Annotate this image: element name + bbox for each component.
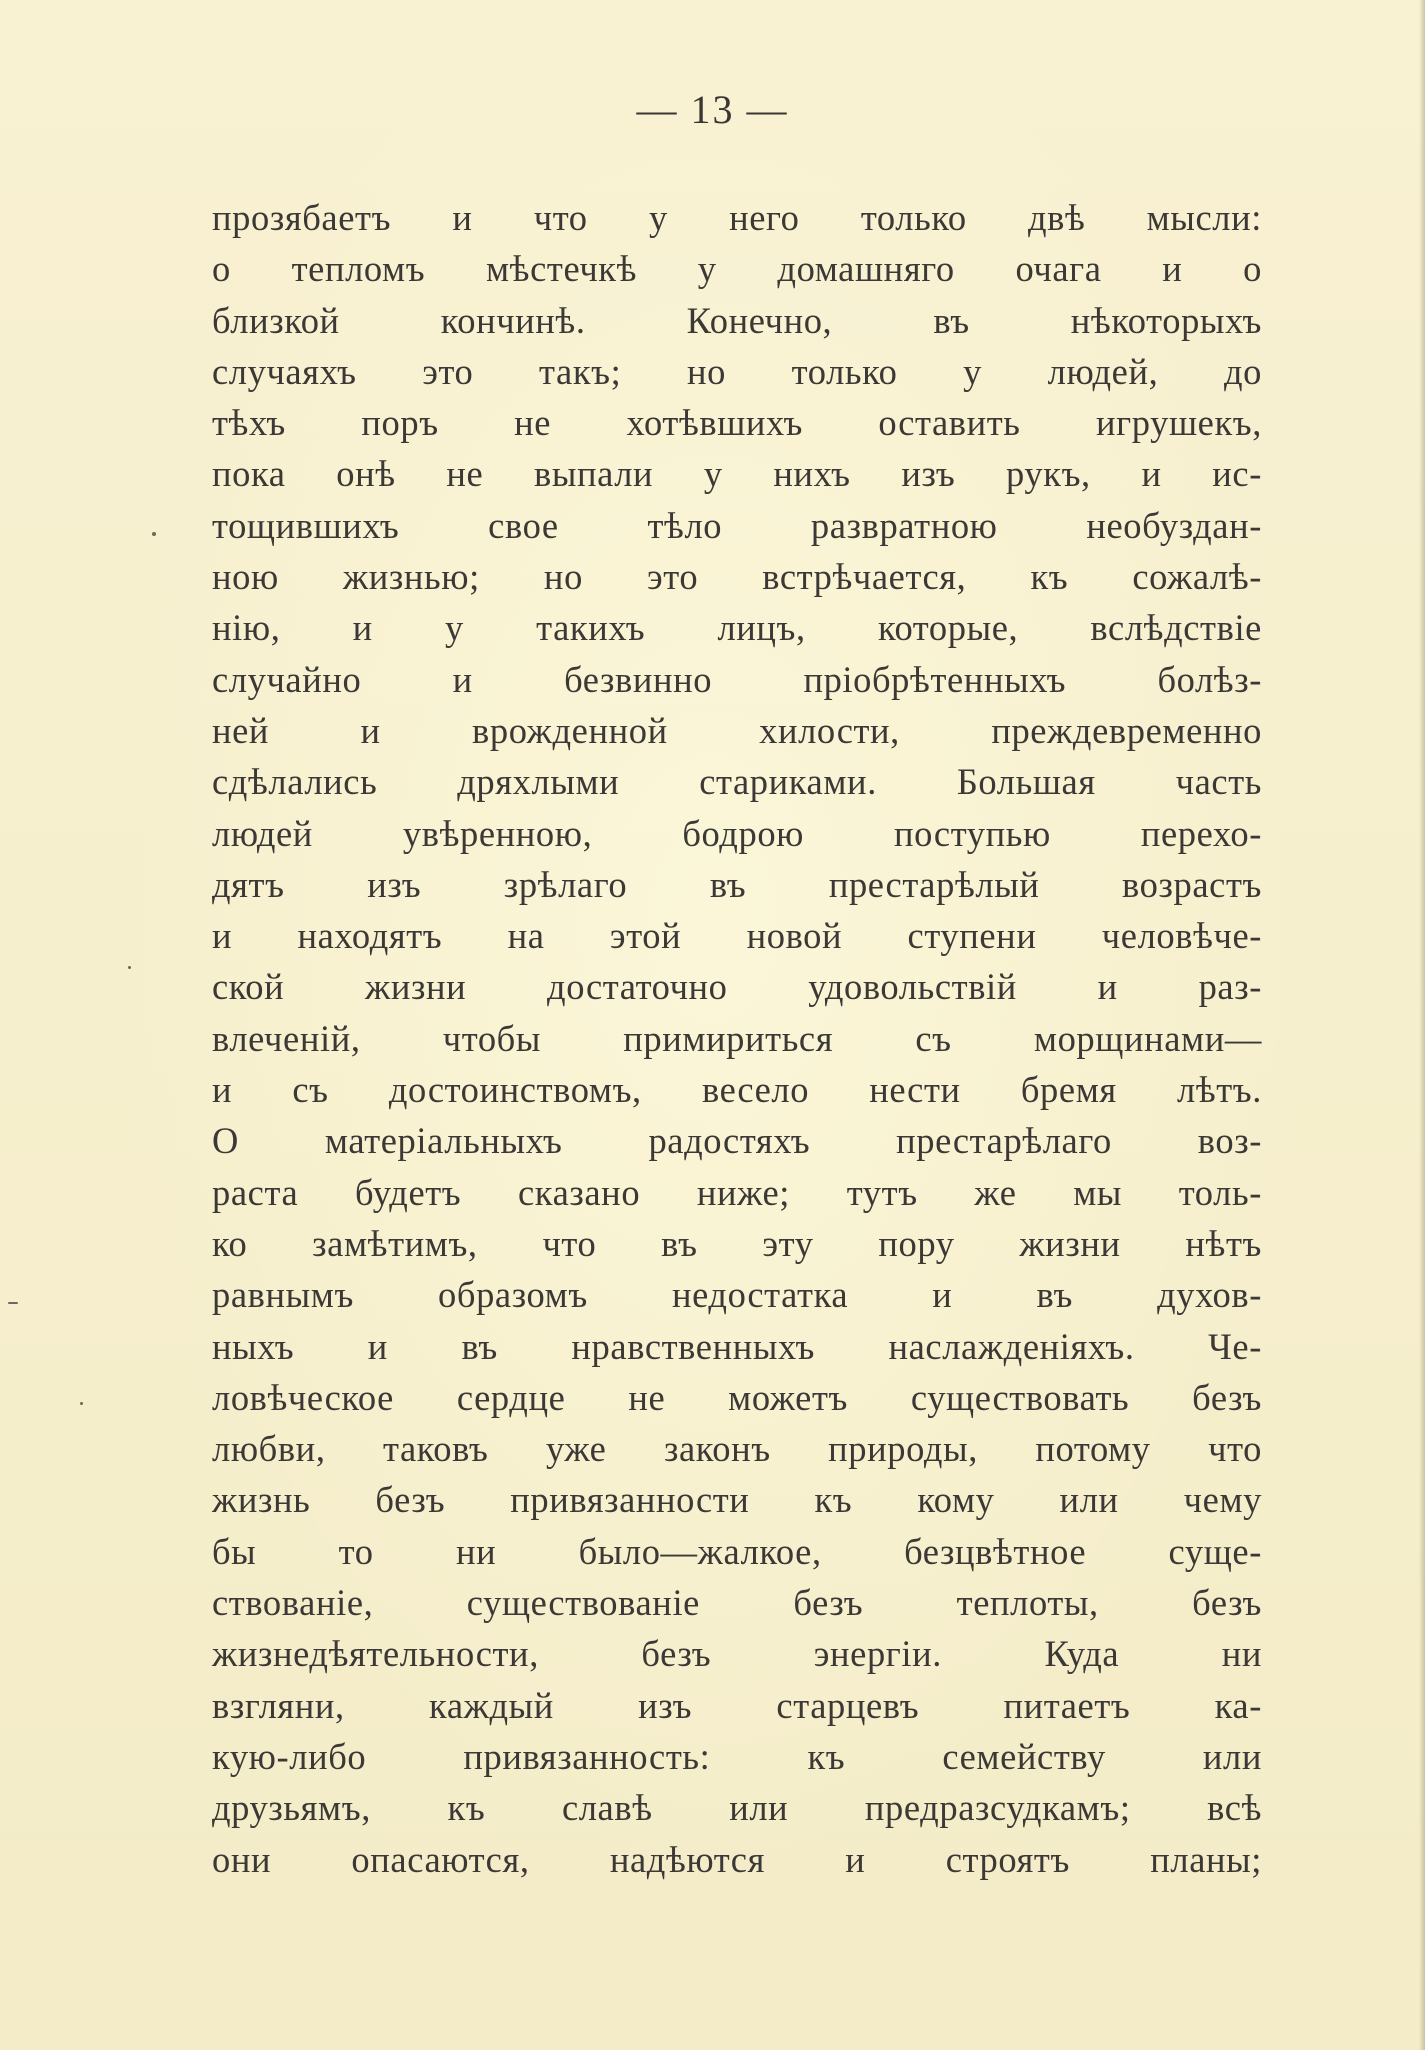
page-number: — 13 — [636,87,789,132]
text-line: сдѣлались дряхлыми стариками. Большая часть [212,761,1262,803]
text-line: ловѣческое сердце не можетъ существовать безъ [212,1376,1262,1418]
text-line: тѣхъ поръ не хотѣвшихъ оставить игрушекъ, [212,402,1262,444]
text-line: нію, и у такихъ лицъ, которые, вслѣдствіе [212,607,1262,649]
text-line: они опасаются, надѣются и строятъ планы; [212,1838,1262,1880]
text-line: взгляни, каждый изъ старцевъ питаетъ ка- [212,1684,1262,1726]
text-line: жизнедѣятельности, безъ энергіи. Куда ни [212,1633,1262,1675]
text-line: равнымъ образомъ недостатка и въ духов- [212,1274,1262,1316]
text-line: друзьямъ, къ славѣ или предразсудкамъ; всѣ [212,1787,1262,1829]
text-line: О матеріальныхъ радостяхъ престарѣлаго воз- [212,1120,1262,1162]
ink-speck [128,966,131,969]
text-line: прозябаетъ и что у него только двѣ мысли: [212,197,1262,238]
text-line: ствованіе, существованіе безъ теплоты, безъ [212,1582,1262,1624]
text-line: ней и врожденной хилости, преждевременно [212,709,1262,751]
text-line: ко замѣтимъ, что въ эту пору жизни нѣтъ [212,1222,1262,1264]
text-line: людей увѣренною, бодрою поступью перехо- [212,812,1262,854]
ink-speck [80,1402,83,1405]
text-line: жизнь безъ привязанности къ кому или чему [212,1479,1262,1521]
text-line: влеченій, чтобы примириться съ морщинами— [212,1017,1262,1059]
text-line: и съ достоинствомъ, весело нести бремя лѣтъ. [212,1069,1262,1111]
text-line: и находятъ на этой новой ступени человѣче- [212,915,1262,957]
text-line: раста будетъ сказано ниже; тутъ же мы толь- [212,1171,1262,1213]
text-line: дятъ изъ зрѣлаго въ престарѣлый возрастъ [212,863,1262,905]
text-line: близкой кончинѣ. Конечно, въ нѣкоторыхъ [212,299,1262,341]
text-line: случаяхъ это такъ; но только у людей, до [212,350,1262,392]
body-text [212,192,1262,1885]
text-line: о тепломъ мѣстечкѣ у домашняго очага и о [212,248,1262,290]
page-edge-shadow [1419,0,1425,2050]
ink-speck [152,532,156,536]
text-line: ской жизни достаточно удовольствій и раз- [212,966,1262,1008]
text-line: пока онѣ не выпали у нихъ изъ рукъ, и ис- [212,453,1262,495]
text-line: ныхъ и въ нравственныхъ наслажденіяхъ. Че- [212,1325,1262,1367]
ink-speck [8,1302,18,1304]
text-line: тощившихъ свое тѣло развратною необуздан- [212,504,1262,546]
text-line: бы то ни было—жалкое, безцвѣтное суще- [212,1530,1262,1572]
text-line: случайно и безвинно пріобрѣтенныхъ болѣз- [212,658,1262,700]
text-line: любви, таковъ уже законъ природы, потому что [212,1428,1262,1470]
text-line: кую-либо привязанность: къ семейству или [212,1735,1262,1777]
text-line: ною жизнью; но это встрѣчается, къ сожалѣ- [212,556,1262,598]
